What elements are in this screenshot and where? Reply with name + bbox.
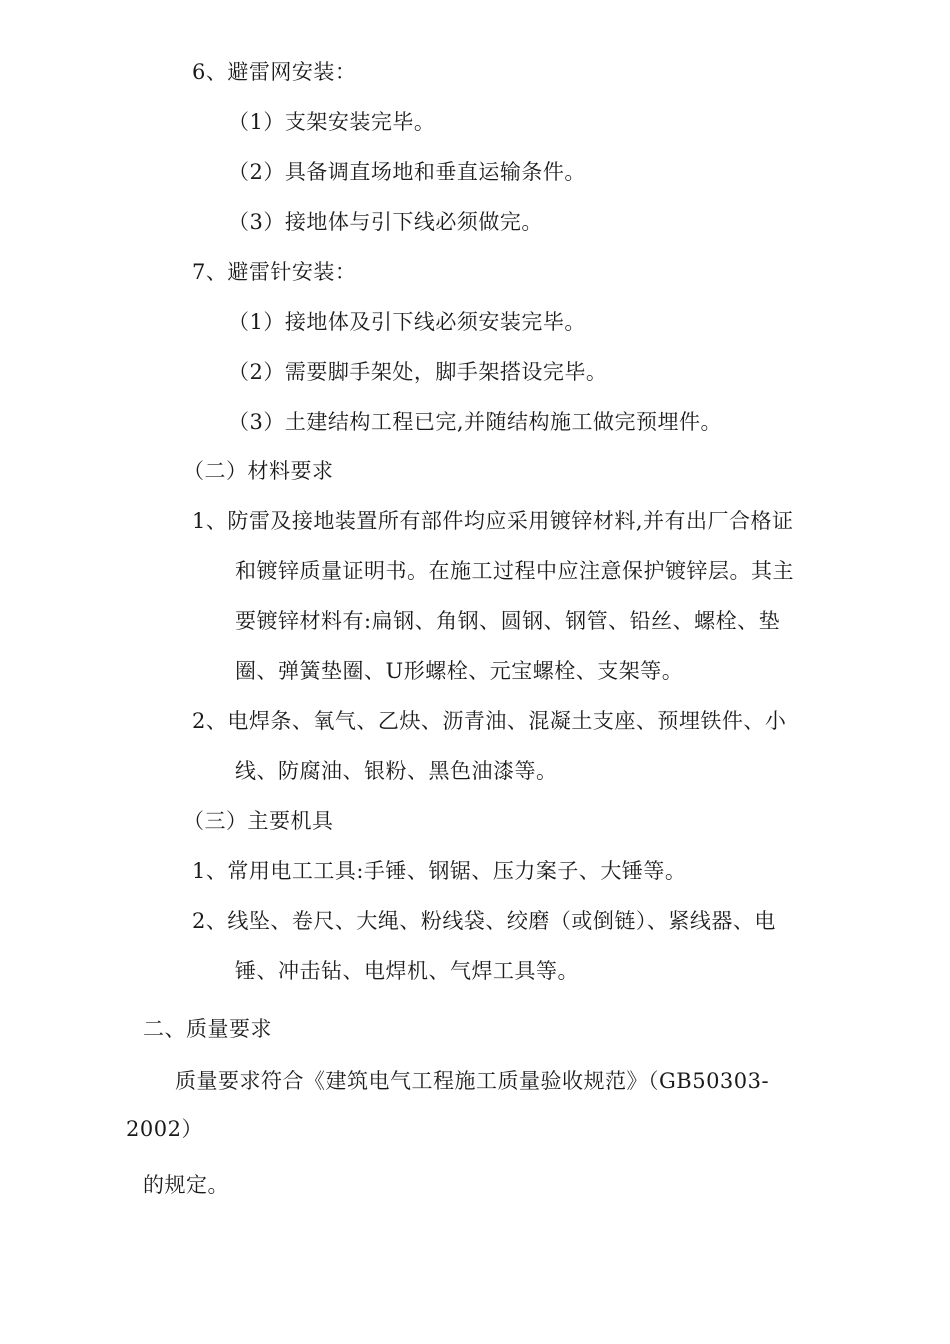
paragraph-line: 锤、冲击钻、电焊机、气焊工具等。 [235,959,579,983]
paragraph-line: 1、常用电工工具:手锤、钢锯、压力案子、大锤等。 [192,859,687,883]
list-item: （1）支架安装完毕。 [228,110,436,134]
list-item: （1）接地体及引下线必须安装完毕。 [228,310,586,334]
paragraph-line: 2、线坠、卷尺、大绳、粉线袋、绞磨（或倒链）、紧线器、电 [192,909,776,933]
paragraph-line: 质量要求符合《建筑电气工程施工质量验收规范》（GB50303- [175,1069,770,1093]
paragraph-line: 1、防雷及接地装置所有部件均应采用镀锌材料,并有出厂合格证 [192,509,794,533]
heading-lightning-net: 6、避雷网安装： [192,60,357,84]
list-item: （3）土建结构工程已完,并随结构施工做完预埋件。 [228,410,723,434]
paragraph-line: 圈、弹簧垫圈、U形螺栓、元宝螺栓、支架等。 [235,659,684,683]
heading-lightning-rod: 7、避雷针安装： [192,260,357,284]
paragraph-line: 要镀锌材料有:扁钢、角钢、圆钢、钢管、铅丝、螺栓、垫 [235,609,781,633]
paragraph-line: 的规定。 [143,1173,229,1197]
paragraph-line: 和镀锌质量证明书。在施工过程中应注意保护镀锌层。其主 [235,559,794,583]
list-item: （2）具备调直场地和垂直运输条件。 [228,160,586,184]
list-item: （2）需要脚手架处，脚手架搭设完毕。 [228,360,608,384]
paragraph-line: 2002） [126,1117,203,1141]
section-heading-materials: （二）材料要求 [183,459,334,483]
paragraph-line: 2、电焊条、氧气、乙炔、沥青油、混凝土支座、预埋铁件、小 [192,709,787,733]
section-heading-tools: （三）主要机具 [183,809,334,833]
section-heading-quality: 二、质量要求 [143,1017,272,1041]
list-item: （3）接地体与引下线必须做完。 [228,210,543,234]
paragraph-line: 线、防腐油、银粉、黑色油漆等。 [235,759,558,783]
